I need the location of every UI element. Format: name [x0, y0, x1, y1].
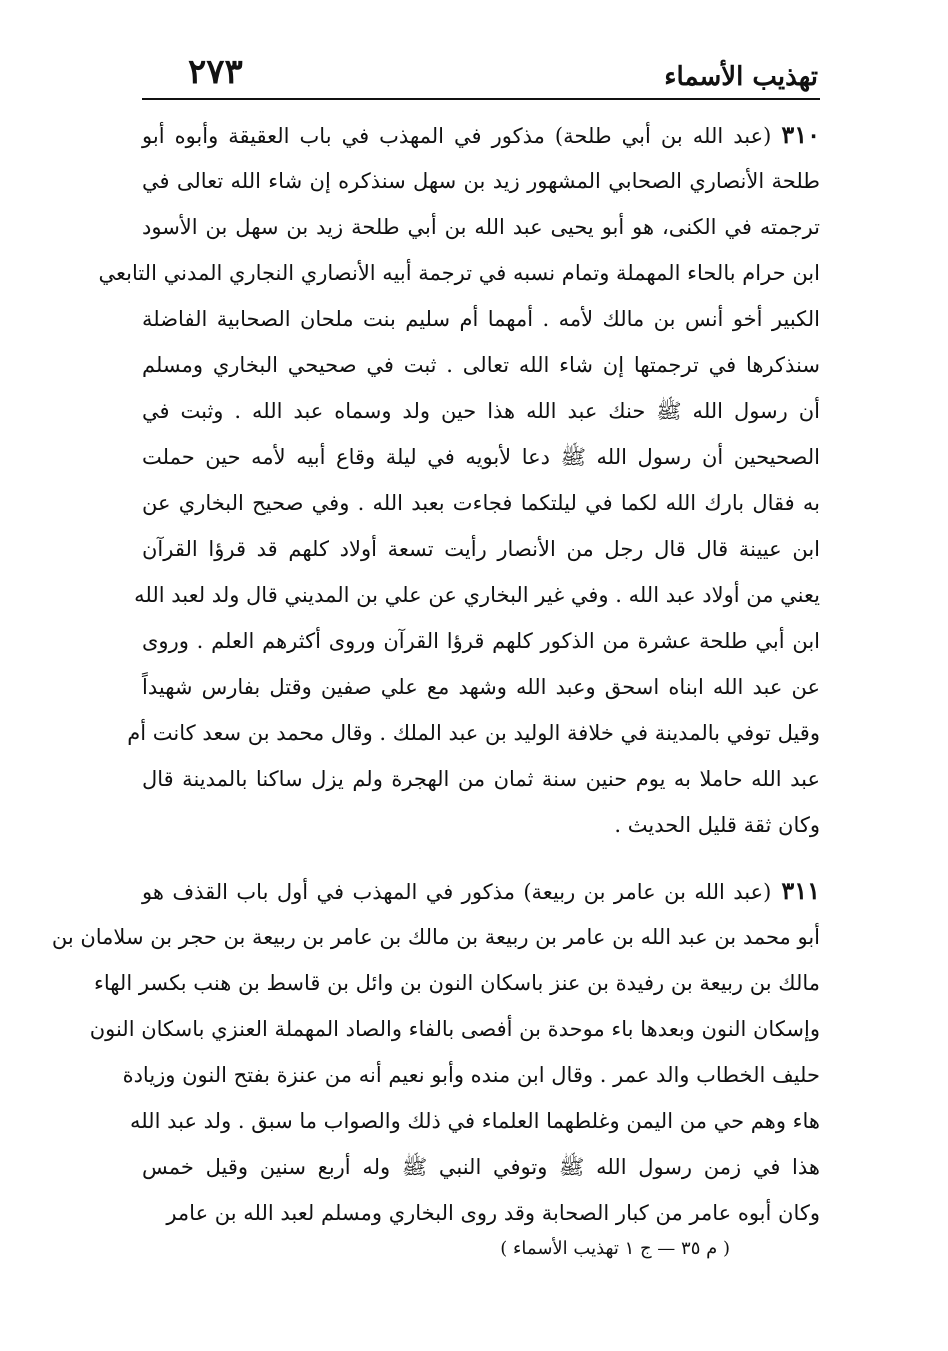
text-line: [142, 756, 820, 802]
text-line: [142, 480, 820, 526]
line-text: ابن عيينة قال قال رجل من الأنصار رأيت تسعة أولاد كلهم قد قرؤا القرآن: [142, 537, 820, 561]
entry: [98, 112, 820, 848]
line-text: وقيل توفي بالمدينة في خلافة الوليد بن عبد الملك . وقال محمد بن سعد كانت أم: [127, 721, 820, 745]
page-header: [142, 48, 820, 92]
line-text: سنذكرها في ترجمتها إن شاء الله تعالى . ثبت في صحيحي البخاري ومسلم: [142, 353, 820, 377]
line-text: عن عبد الله ابناه اسحق وعبد الله وشهد مع علي صفين وقتل بفارس شهيداً: [142, 675, 820, 699]
text-line: [142, 434, 820, 480]
entries-container: [51, 112, 820, 1236]
text-line: [142, 526, 820, 572]
line-text: طلحة الأنصاري الصحابي المشهور زيد بن سهل سنذكره إن شاء الله تعالى في: [142, 169, 820, 193]
line-text: (عبد الله بن أبي طلحة) مذكور في المهذب في باب العقيقة وأبوه أبو: [142, 124, 772, 148]
entry-number: ٣١١: [781, 876, 820, 905]
line-text: ترجمته في الكنى، هو أبو يحيى عبد الله بن أبي طلحة زيد بن سهل بن الأسود: [142, 215, 820, 239]
page-number: ٢٧٣: [188, 52, 243, 92]
text-line: [142, 802, 820, 848]
text-line: [93, 960, 820, 1006]
text-line: [127, 710, 820, 756]
text-line: [142, 388, 820, 434]
text-line: [89, 1006, 820, 1052]
text-line: [142, 296, 820, 342]
line-text: به فقال بارك الله لكما في ليلتكما فجاءت بعبد الله . وفي صحيح البخاري عن: [142, 491, 820, 515]
line-text: وكان أبوه عامر من كبار الصحابة وقد روى البخاري ومسلم لعبد الله بن عامر: [166, 1201, 820, 1225]
line-text: وإسكان النون وبعدها باء موحدة بن أفصى بالفاء والصاد المهملة العنزي باسكان النون: [89, 1017, 820, 1041]
entry-number: ٣١٠: [781, 120, 820, 149]
text-line: [51, 914, 820, 960]
page-footer: ( م ٣٥ — ج ١ تهذيب الأسماء ): [500, 1238, 730, 1259]
line-text: مالك بن ربيعة بن رفيدة بن عنز باسكان النون بن وائل بن قاسط بن هنب بكسر الهاء: [93, 971, 820, 995]
text-line: [142, 618, 820, 664]
line-text: ابن حرام بالحاء المهملة وتمام نسبه في ترجمة أبيه الأنصاري النجاري المدني التابعي: [98, 261, 820, 285]
line-text: وكان ثقة قليل الحديث .: [614, 813, 820, 837]
text-line: [142, 204, 820, 250]
text-line: [142, 868, 820, 914]
entry: [51, 868, 820, 1236]
text-line: [142, 1144, 820, 1190]
text-line: [134, 572, 820, 618]
line-text: هاء وهم حي من اليمن وغلطهما العلماء في ذلك والصواب ما سبق . ولد عبد الله: [129, 1109, 820, 1133]
line-text: الكبير أخو أنس بن مالك لأمه . أمهما أم سليم بنت ملحان الصحابية الفاضلة: [142, 307, 820, 331]
text-line: [142, 342, 820, 388]
text-line: [142, 1190, 820, 1236]
line-text: حليف الخطاب والد عمر . وقال ابن منده وأبو نعيم أنه من عنزة بفتح النون وزيادة: [122, 1063, 820, 1087]
line-text: أبو محمد بن عبد الله بن عامر بن ربيعة بن مالك بن عامر بن ربيعة بن حجر بن سلامان بن: [51, 925, 820, 949]
text-line: [122, 1052, 820, 1098]
line-text: عبد الله حاملا به يوم حنين سنة ثمان من الهجرة ولم يزل ساكنا بالمدينة قال: [142, 767, 820, 791]
header-rule: [142, 98, 820, 100]
text-line: [129, 1098, 820, 1144]
text-line: [98, 250, 820, 296]
line-text: ابن أبي طلحة عشرة من الذكور كلهم قرؤا القرآن وروى أكثرهم العلم . وروى: [142, 629, 820, 653]
line-text: (عبد الله بن عامر بن ربيعة) مذكور في المهذب في أول باب القذف هو: [142, 880, 772, 904]
line-text: الصحيحين أن رسول الله ﷺ دعا لأبويه في ليلة وقاع أبيه لأمه حين حملت: [142, 445, 820, 469]
line-text: يعني من أولاد عبد الله . وفي غير البخاري عن علي بن المديني قال ولد لعبد الله: [134, 583, 820, 607]
text-line: [142, 112, 820, 158]
text-line: [142, 158, 820, 204]
text-line: [142, 664, 820, 710]
line-text: هذا في زمن رسول الله ﷺ وتوفي النبي ﷺ وله أربع سنين وقيل خمس: [142, 1155, 820, 1179]
page-title: تهذيب الأسماء: [664, 62, 818, 92]
line-text: أن رسول الله ﷺ حنك عبد الله هذا حين ولد وسماه عبد الله . وثبت في: [142, 399, 820, 423]
